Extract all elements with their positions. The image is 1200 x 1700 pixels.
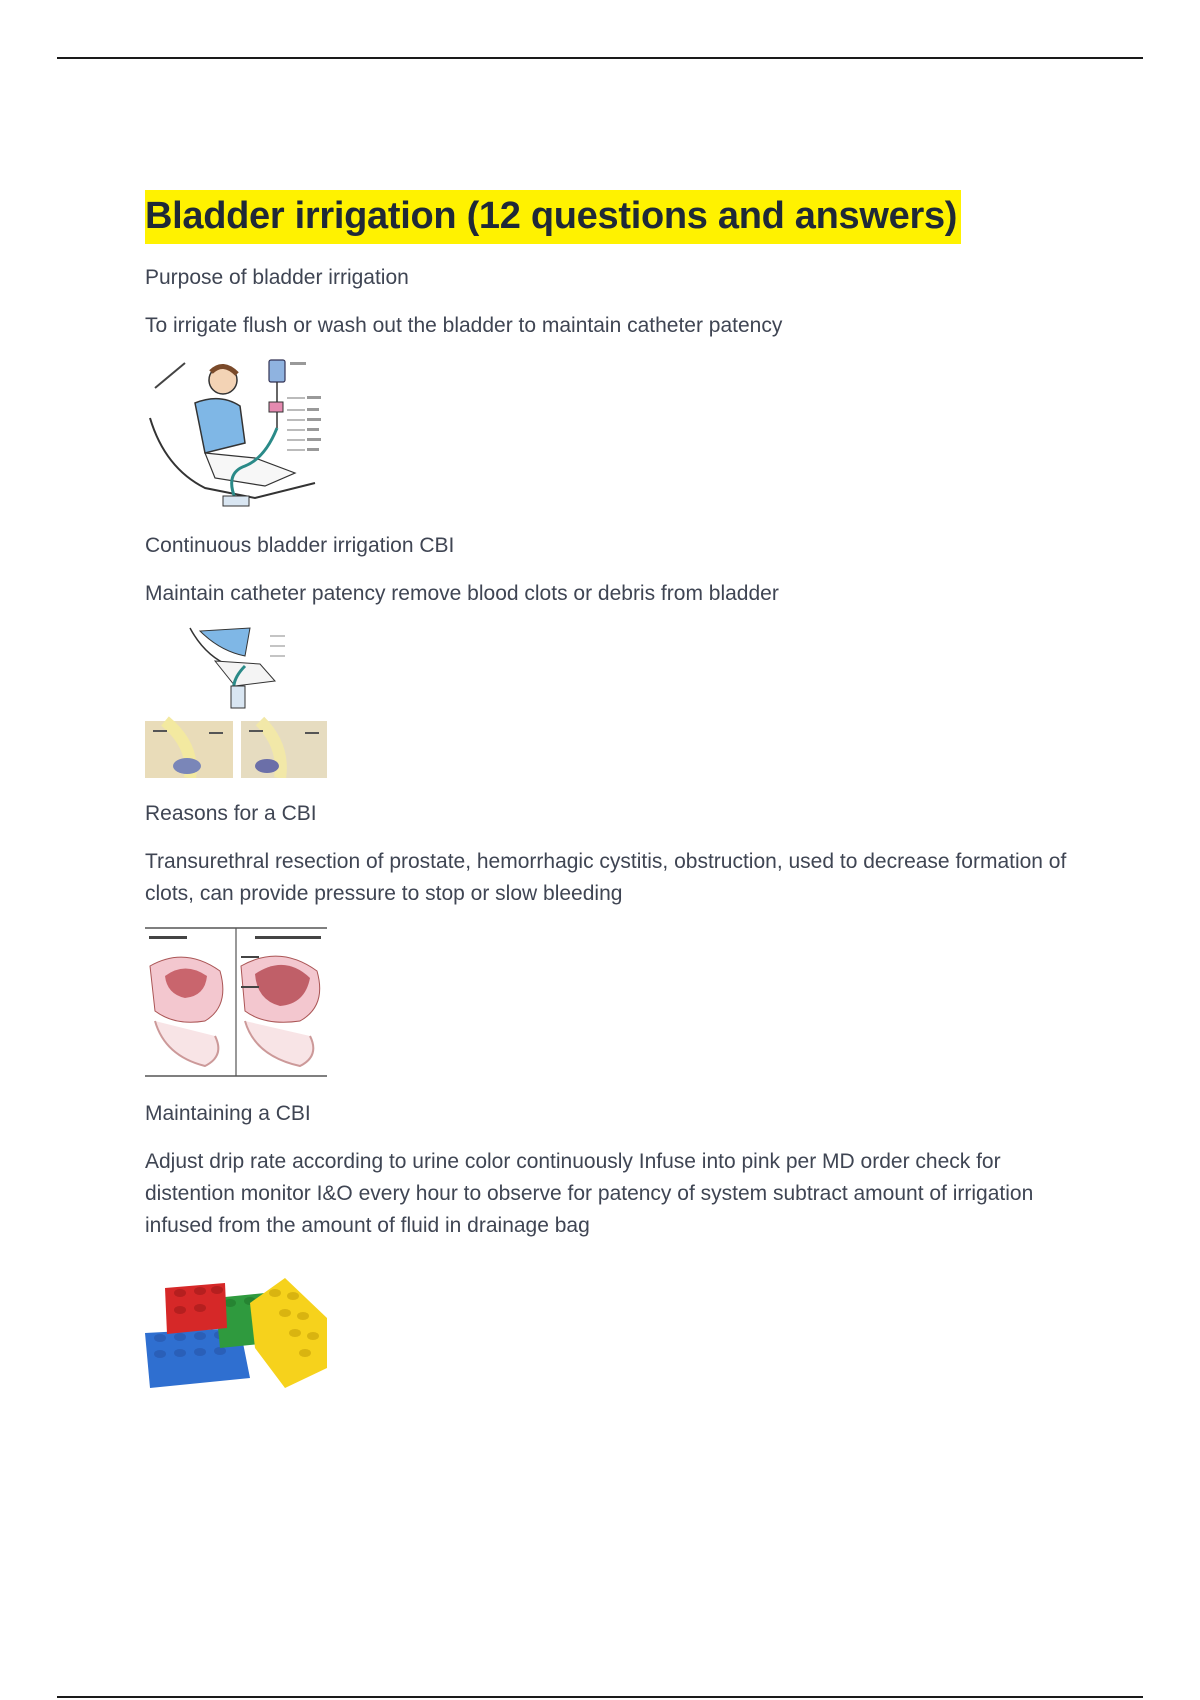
lego-bricks — [145, 1258, 327, 1410]
card-4-question: Maintaining a CBI — [145, 1102, 311, 1125]
card-4-answer: Adjust drip rate according to urine color continuously Infuse into pink per MD order check for distention monitor I&O every hour to observe for patency of system subtract amount of irrigation infused from the amount of fluid in drainage bag — [145, 1150, 1034, 1237]
card-3-answer: Transurethral resection of prostate, hemorrhagic cystitis, obstruction, used to decrease formation of clots, can provide pressure to stop or slow bleeding — [145, 850, 1067, 905]
prostate-anatomy-comparison — [145, 926, 327, 1078]
catheter-drainage-photos — [145, 626, 327, 778]
card-1-answer: To irrigate flush or wash out the bladder to maintain catheter patency — [145, 314, 783, 337]
page-top-rule — [57, 57, 1143, 59]
page-bottom-rule — [57, 1696, 1143, 1698]
document-body — [145, 190, 1075, 1430]
card-1-question: Purpose of bladder irrigation — [145, 266, 409, 289]
card-2-question: Continuous bladder irrigation CBI — [145, 534, 455, 557]
patient-irrigation-illustration — [145, 358, 327, 510]
card-3-question: Reasons for a CBI — [145, 802, 317, 825]
document-title: Bladder irrigation (12 questions and answers) — [145, 190, 961, 244]
card-2-answer: Maintain catheter patency remove blood clots or debris from bladder — [145, 582, 779, 605]
